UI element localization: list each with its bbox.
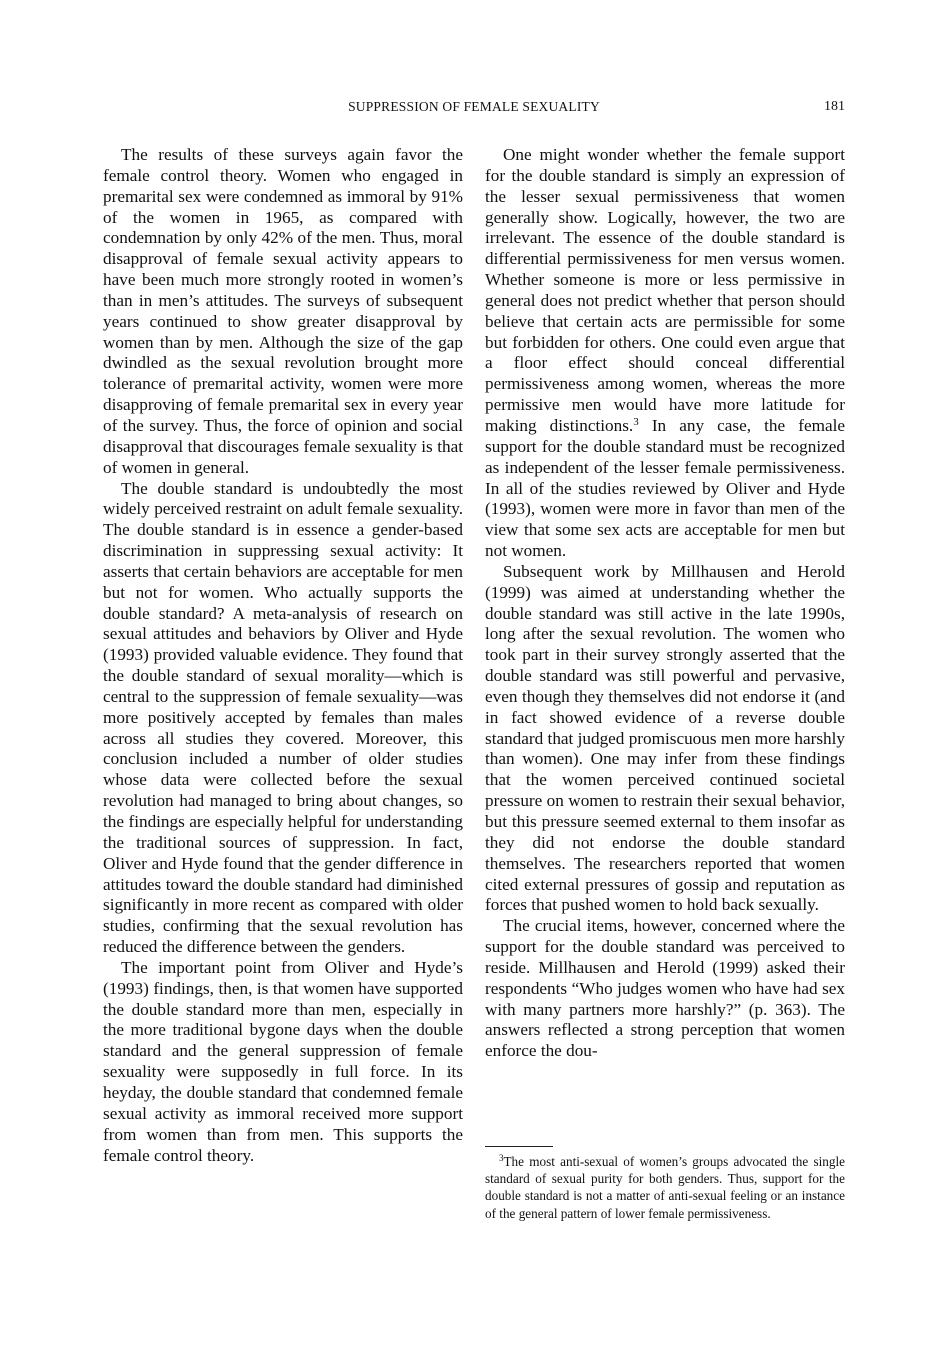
footnote — [485, 1153, 845, 1222]
running-title: SUPPRESSION OF FEMALE SEXUALITY — [348, 99, 600, 114]
paragraph: The double standard is undoubtedly the most widely perceived restraint on adult female sexuality. The double standard is in essence a gender-based discrimination in suppressing sexual activity: It asserts that certain behaviors are acceptable for men but not for women. Who actually supports the double standard? A meta-analysis of research on sexual attitudes and behaviors by Oliver and Hyde (1993) provided valuable evidence. They found that the double standard of sexual morality—which is central to the suppression of female sexuality—was more positively accepted by females than males across all studies they covered. Moreover, this conclusion included a number of older studies whose data were collected before the sexual revolution had managed to bring about changes, so the findings are especially helpful for understanding the traditional sources of suppression. In fact, Oliver and Hyde found that the gender difference in attitudes toward the double standard had diminished significantly in more recent as compared with older studies, confirming that the sexual revolution has reduced the difference between the genders. — [103, 478, 463, 957]
paragraph: The important point from Oliver and Hyde’s (1993) findings, then, is that women have supported the double standard more than men, especially in the more traditional bygone days when the double standard and the general suppression of female sexuality were supposedly in full force. In its heyday, the double standard that condemned female sexual activity as immoral received more support from women than from men. This supports the female control theory. — [103, 957, 463, 1165]
running-head — [103, 99, 845, 119]
footnote-text — [485, 1153, 845, 1222]
footnote-number: 3 — [499, 1153, 504, 1163]
page-number: 181 — [824, 99, 845, 114]
footnote-divider — [485, 1146, 553, 1147]
right-column — [485, 145, 845, 1062]
left-column — [103, 145, 463, 1166]
paragraph: The crucial items, however, concerned where the support for the double standard was perceived to reside. Millhausen and Herold (1999) asked their respondents “Who judges women who have had sex with many partners more harshly?” (p. 363). The answers reflected a strong perception that women enforce the dou- — [485, 916, 845, 1061]
paragraph: The results of these surveys again favor the female control theory. Women who engaged in premarital sex were condemned as immoral by 91% of the women in 1965, as compared with condemnation by only 42% of the men. Thus, moral disapproval of female sexual activity appears to have been much more strongly rooted in women’s than in men’s attitudes. The surveys of subsequent years continued to show greater disapproval by women than by men. Although the size of the gap dwindled as the sexual revolution brought more tolerance of premarital activity, women were more disapproving of female premarital sex in every year of the survey. Thus, the force of opinion and social disapproval that discourages female sexuality is that of women in general. — [103, 145, 463, 477]
paragraph: Subsequent work by Millhausen and Herold (1999) was aimed at understanding whether the double standard was still active in the late 1990s, long after the sexual revolution. The women who took part in their survey strongly asserted that the double standard was still powerful and pervasive, even though they themselves did not endorse it (and in fact showed evidence of a reverse double standard that judged promiscuous men more harshly than women). One may infer from these findings that the women perceived continued societal pressure on women to restrain their sexual behavior, but this pressure seemed external to them insofar as they did not endorse the double standard themselves. The researchers reported that women cited external pressures of gossip and reputation as forces that pushed women to hold back sexually. — [485, 561, 845, 915]
paragraph — [485, 145, 845, 562]
paragraph-text: One might wonder whether the female support for the double standard is simply an expression of the lesser sexual permissiveness that women generally show. Logically, however, the two are irrelevant. The essence of the double standard is differential permissiveness for men versus women. Whether someone is more or less permissive in general does not predict whether that person should believe that certain acts are permissible for some but forbidden for others. One could even argue that a floor effect should conceal differential permissiveness among women, whereas the more permissive men would have more latitude for making distinctions. — [485, 145, 845, 435]
footnote-marker: 3 — [633, 415, 639, 428]
paragraph-text: In any case, the female support for the double standard must be recognized as independent of the lesser female permissiveness. In all of the studies reviewed by Oliver and Hyde (1993), women were more in favor than men of the view that some sex acts are acceptable for men but not women. — [485, 415, 845, 561]
footnote-body: The most anti-sexual of women’s groups advocated the single standard of sexual purity for both genders. Thus, support for the double standard is not a matter of anti-sexual feeling or an instance of the general pattern of lower female permissiveness. — [485, 1154, 845, 1221]
